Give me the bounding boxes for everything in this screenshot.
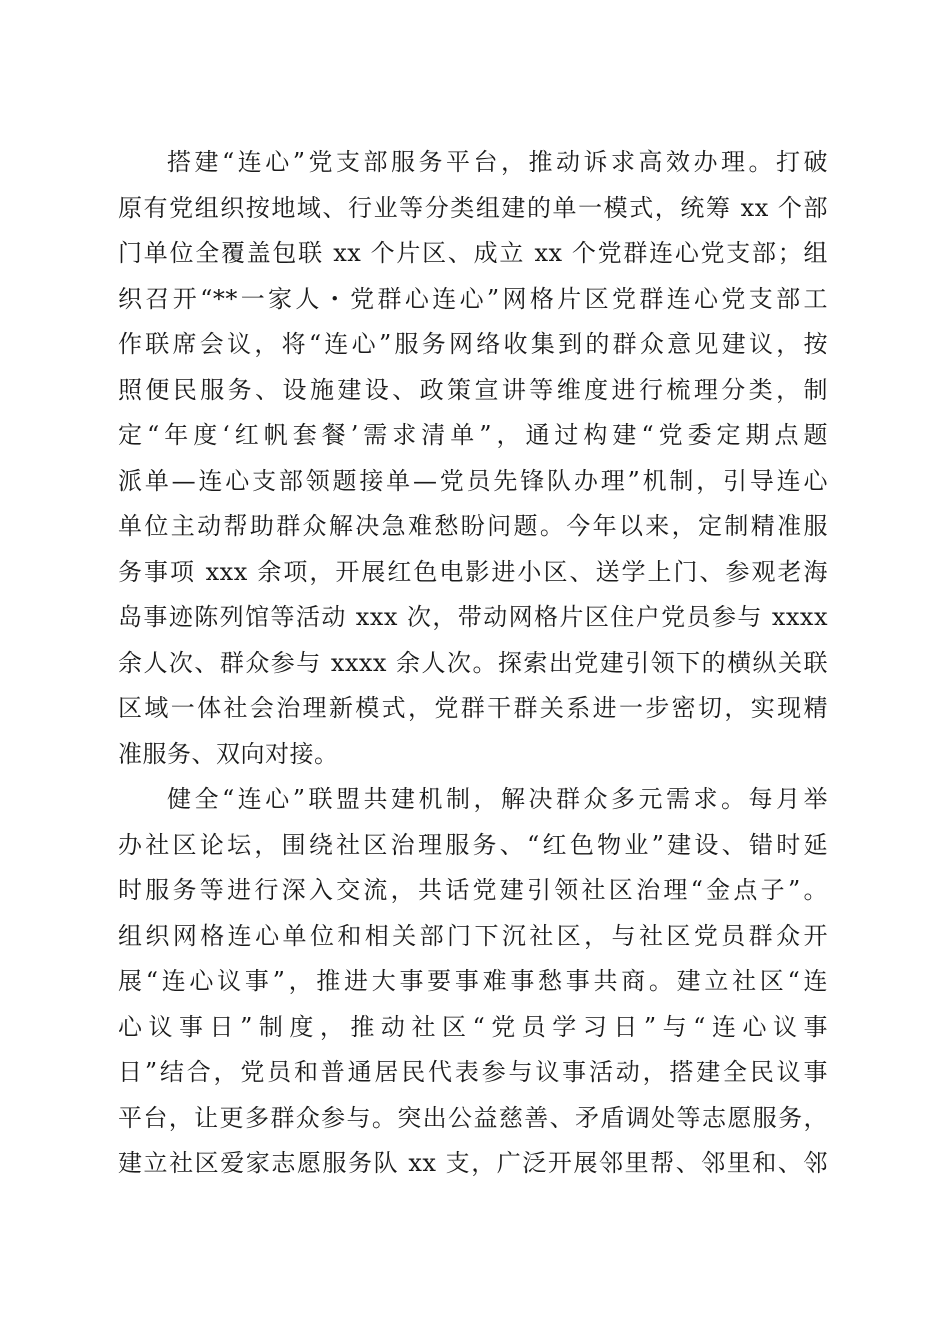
- text-line: 展“连心议事”，推进大事要事难事愁事共商。建立社区“连: [118, 967, 828, 995]
- text-line: 日”结合，党员和普通居民代表参与议事活动，搭建全民议事: [118, 1058, 828, 1086]
- text-line: 平台，让更多群众参与。突出公益慈善、矛盾调处等志愿服务，: [118, 1103, 828, 1132]
- document-body: [118, 140, 828, 1187]
- text-line: 原有党组织按地域、行业等分类组建的单一模式，统筹 xx 个部: [118, 193, 828, 222]
- text-line: 定“年度‘红帆套餐’需求清单”，通过构建“党委定期点题: [118, 421, 828, 449]
- text-line: 余人次、群众参与 xxxx 余人次。探索出党建引领下的横纵关联: [118, 648, 828, 677]
- text-line: 时服务等进行深入交流，共话党建引领社区治理“金点子”。: [118, 876, 828, 904]
- text-line: 照便民服务、设施建设、政策宣讲等维度进行梳理分类，制: [118, 375, 828, 404]
- text-line: 务事项 xxx 余项，开展红色电影进小区、送学上门、参观老海: [118, 557, 828, 586]
- text-line: 区域一体社会治理新模式，党群干群关系进一步密切，实现精: [118, 694, 828, 722]
- text-line: 准服务、双向对接。: [118, 739, 339, 768]
- text-line: 心议事日”制度，推动社区“党员学习日”与“连心议事: [118, 1012, 828, 1041]
- text-line: 健全“连心”联盟共建机制，解决群众多元需求。每月举: [167, 785, 828, 813]
- text-line: 岛事迹陈列馆等活动 xxx 次，带动网格片区住户党员参与 xxxx: [118, 603, 828, 631]
- text-line: 建立社区爱家志愿服务队 xx 支，广泛开展邻里帮、邻里和、邻: [118, 1149, 828, 1177]
- paragraph-1: [118, 140, 828, 777]
- text-line: 织召开“**一家人・党群心连心”网格片区党群连心党支部工: [118, 284, 828, 313]
- text-line: 门单位全覆盖包联 xx 个片区、成立 xx 个党群连心党支部；组: [118, 239, 828, 267]
- paragraph-2: [118, 777, 828, 1187]
- text-line: 作联席会议，将“连心”服务网络收集到的群众意见建议，按: [118, 330, 828, 358]
- text-line: 搭建“连心”党支部服务平台，推动诉求高效办理。打破: [167, 148, 828, 176]
- text-line: 组织网格连心单位和相关部门下沉社区，与社区党员群众开: [118, 921, 828, 950]
- text-line: 办社区论坛，围绕社区治理服务、“红色物业”建设、错时延: [118, 830, 828, 859]
- text-line: 单位主动帮助群众解决急难愁盼问题。今年以来，定制精准服: [118, 512, 828, 540]
- text-line: 派单—连心支部领题接单—党员先锋队办理”机制，引导连心: [118, 466, 828, 495]
